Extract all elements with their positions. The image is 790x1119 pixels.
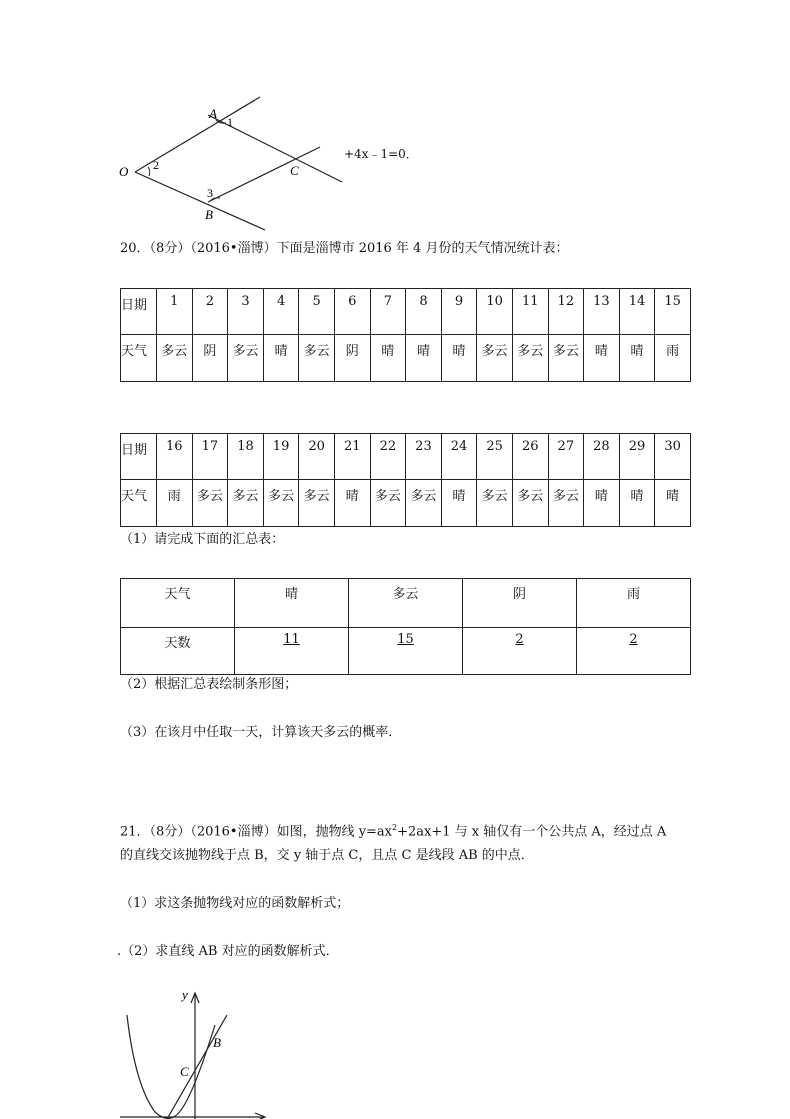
- weather-cell: 多云: [192, 480, 228, 527]
- q21-part2: .（2）求直线 AB 对应的函数解析式．: [117, 944, 339, 959]
- q20-part3: （3）在该月中任取一天，计算该天多云的概率．: [120, 725, 402, 740]
- date-cell: 28: [584, 434, 620, 480]
- q21-stem-b: +2ax+1 与 x 轴仅有一个公共点 A，经过点 A: [397, 824, 667, 840]
- table-row: [121, 628, 691, 675]
- parabola-curve: [127, 1015, 215, 1118]
- date-cell: 30: [655, 434, 691, 480]
- q20-part2: （2）根据汇总表绘制条形图；: [120, 677, 298, 692]
- label-a: A: [209, 106, 217, 121]
- header-cloudy: 多云: [349, 579, 463, 628]
- parallel-lines-figure: [110, 90, 350, 235]
- table-row: [121, 289, 691, 335]
- weather-cell: 晴: [370, 335, 406, 382]
- weather-cell: 晴: [441, 335, 477, 382]
- q20-part1: （1）请完成下面的汇总表：: [120, 532, 285, 547]
- date-cell: 2: [192, 289, 228, 335]
- weather-cell: 晴: [584, 480, 620, 527]
- weather-cell: 多云: [512, 480, 548, 527]
- x-axis-arrow: [255, 1113, 265, 1119]
- weather-cell: 多云: [299, 335, 335, 382]
- weather-cell: 多云: [228, 480, 264, 527]
- weather-cell: 晴: [619, 335, 655, 382]
- date-cell: 25: [477, 434, 513, 480]
- label-o: O: [119, 164, 129, 179]
- summary-table: [120, 578, 691, 675]
- line-bc: [208, 147, 320, 202]
- weather-table-1: [120, 288, 691, 382]
- date-cell: 26: [512, 434, 548, 480]
- table-row: [121, 434, 691, 480]
- table-row: [121, 579, 691, 628]
- weather-cell: 雨: [157, 480, 193, 527]
- date-cell: 21: [334, 434, 370, 480]
- count-overcast: 2: [463, 628, 577, 675]
- weather-cell: 多云: [299, 480, 335, 527]
- date-cell: 3: [228, 289, 264, 335]
- weather-cell: 多云: [477, 335, 513, 382]
- weather-cell: 多云: [406, 480, 442, 527]
- weather-cell: 多云: [548, 335, 584, 382]
- weather-cell: 多云: [157, 335, 193, 382]
- weather-cell: 多云: [512, 335, 548, 382]
- q21-part1: （1）求这条抛物线对应的函数解析式；: [120, 896, 350, 911]
- date-cell: 20: [299, 434, 335, 480]
- weather-cell: 多云: [548, 480, 584, 527]
- equation-fragment: +4x﹣1=0．: [344, 147, 418, 161]
- header-sunny: 晴: [235, 579, 349, 628]
- q21-stem-line1: [120, 819, 666, 841]
- date-cell: 10: [477, 289, 513, 335]
- count-rain: 2: [577, 628, 691, 675]
- date-cell: 16: [157, 434, 193, 480]
- date-cell: 4: [263, 289, 299, 335]
- date-cell: 11: [512, 289, 548, 335]
- date-cell: 19: [263, 434, 299, 480]
- weather-cell: 晴: [263, 335, 299, 382]
- axis-label-y: y: [182, 987, 188, 1002]
- date-cell: 14: [619, 289, 655, 335]
- label-b: B: [213, 1035, 221, 1050]
- row-label-weather: 天气: [121, 335, 157, 382]
- date-cell: 13: [584, 289, 620, 335]
- row-label-weather: 天气: [121, 480, 157, 527]
- parabola-graph: [115, 985, 270, 1119]
- weather-cell: 晴: [406, 335, 442, 382]
- date-cell: 24: [441, 434, 477, 480]
- date-cell: 6: [334, 289, 370, 335]
- weather-cell: 多云: [477, 480, 513, 527]
- weather-cell: 阴: [334, 335, 370, 382]
- row-label-days: 天数: [121, 628, 235, 675]
- label-b: B: [205, 207, 213, 222]
- weather-cell: 多云: [370, 480, 406, 527]
- header-rain: 雨: [577, 579, 691, 628]
- date-cell: 15: [655, 289, 691, 335]
- weather-cell: 阴: [192, 335, 228, 382]
- date-cell: 18: [228, 434, 264, 480]
- table-row: [121, 335, 691, 382]
- weather-cell: 晴: [619, 480, 655, 527]
- line-ab: [167, 1015, 227, 1119]
- label-angle-2: 2: [153, 158, 159, 172]
- date-cell: 7: [370, 289, 406, 335]
- date-cell: 8: [406, 289, 442, 335]
- q21-stem-line2: 的直线交该抛物线于点 B，交 y 轴于点 C，且点 C 是线段 AB 的中点．: [120, 848, 534, 863]
- q20-stem: 20．（8分）（2016•淄博）下面是淄博市 2016 年 4 月份的天气情况统计表：: [120, 241, 569, 256]
- line-ob: [135, 172, 265, 230]
- date-cell: 22: [370, 434, 406, 480]
- weather-table-2: [120, 433, 691, 527]
- date-cell: 27: [548, 434, 584, 480]
- label-c: C: [180, 1064, 189, 1079]
- weather-cell: 多云: [263, 480, 299, 527]
- date-cell: 23: [406, 434, 442, 480]
- header-weather: 天气: [121, 579, 235, 628]
- date-cell: 17: [192, 434, 228, 480]
- header-overcast: 阴: [463, 579, 577, 628]
- date-cell: 9: [441, 289, 477, 335]
- q21-stem-a: 21．（8分）（2016•淄博）如图，抛物线 y=ax: [120, 824, 393, 840]
- q21-stem-exponent: 2: [392, 823, 398, 832]
- weather-cell: 晴: [584, 335, 620, 382]
- date-cell: 29: [619, 434, 655, 480]
- weather-cell: 多云: [228, 335, 264, 382]
- count-cloudy: 15: [349, 628, 463, 675]
- label-angle-1: 1: [227, 115, 233, 129]
- date-cell: 1: [157, 289, 193, 335]
- date-cell: 5: [299, 289, 335, 335]
- weather-cell: 晴: [441, 480, 477, 527]
- weather-cell: 晴: [655, 480, 691, 527]
- date-cell: 12: [548, 289, 584, 335]
- weather-cell: 雨: [655, 335, 691, 382]
- angle-mark-2: [148, 167, 150, 176]
- row-label-date: 日期: [121, 434, 157, 480]
- table-row: [121, 480, 691, 527]
- weather-cell: 晴: [334, 480, 370, 527]
- label-angle-3: 3: [207, 186, 213, 200]
- count-sunny: 11: [235, 628, 349, 675]
- row-label-date: 日期: [121, 289, 157, 335]
- label-c: C: [290, 163, 299, 178]
